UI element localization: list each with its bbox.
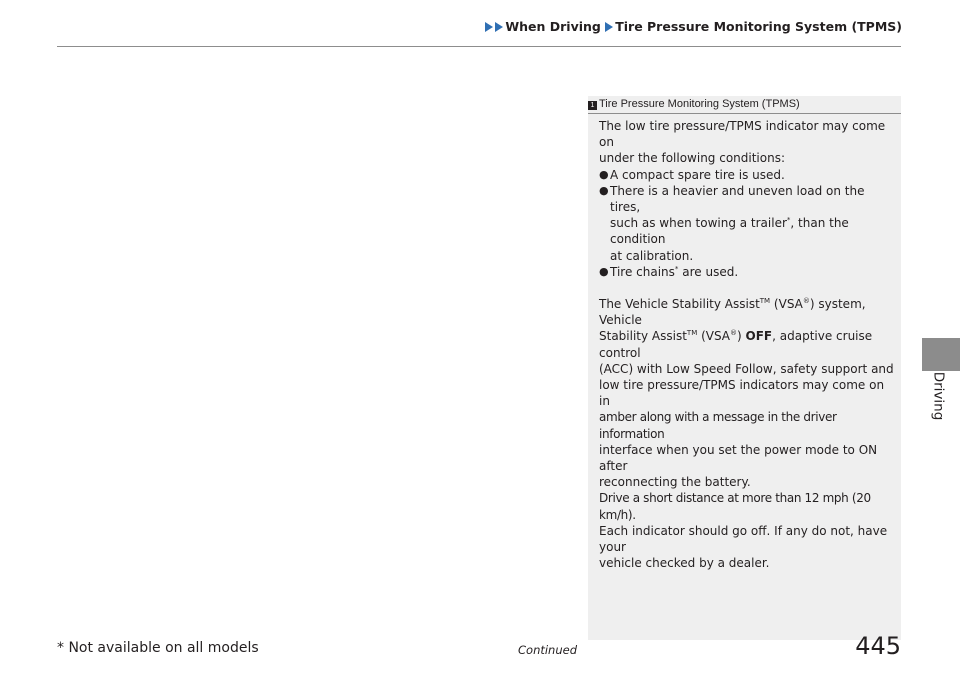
condition-text: such as when towing a trailer [610,216,787,231]
footnote-not-available: * Not available on all models [57,640,259,656]
vsa-line: reconnecting the battery. [599,475,751,490]
condition-text: There is a heavier and uneven load on the tires, [610,183,865,215]
vsa-text: Stability Assist [599,329,687,344]
vsa-line [599,296,895,328]
paragraph-gap [599,280,895,296]
side-note-title [588,96,901,114]
bullet-icon: ● [599,167,609,181]
vsa-text: (VSA [770,297,803,312]
breadcrumb-arrow-icon [605,22,613,32]
footnote-asterisk[interactable]: * [674,264,679,273]
vsa-line: Each indicator should go off. If any do not, have your [599,523,888,555]
breadcrumb [485,19,902,34]
trademark-mark: TM [686,329,698,338]
side-note [588,96,901,640]
vsa-line: (ACC) with Low Speed Follow, safety support and [599,361,894,376]
vsa-line: low tire pressure/TPMS indicators may come on in [599,378,885,409]
vsa-text: , adaptive cruise control [599,329,873,360]
breadcrumb-arrow-icon [495,22,503,32]
side-note-body [599,118,895,571]
condition-text: Tire chains [610,264,675,279]
vsa-off-label: OFF [745,329,773,344]
vsa-line: vehicle checked by a dealer. [599,556,770,571]
vsa-text: The Vehicle Stability Assist [599,297,760,312]
bullet-icon: ● [599,264,609,278]
breadcrumb-when-driving[interactable]: When Driving [505,19,601,34]
vsa-text: ) system, Vehicle [599,297,866,328]
header-divider [57,46,901,47]
vsa-line: amber along with a message in the driver information [599,410,837,441]
vsa-text: (VSA [697,329,731,344]
section-tab-label: Driving [930,371,946,421]
reference-marker-icon: 1 [588,101,597,110]
intro-line: under the following conditions: [599,151,786,166]
condition-text: at calibration. [610,248,694,263]
page-number: 445 [855,632,901,660]
vsa-text: ) [737,329,746,344]
vsa-line [599,328,895,360]
condition-item [599,264,895,280]
section-tab-label-wrap [918,366,958,426]
trademark-mark: TM [759,297,771,306]
condition-item [599,183,895,264]
breadcrumb-tpms[interactable]: Tire Pressure Monitoring System (TPMS) [615,19,902,34]
registered-mark: ® [802,297,810,306]
condition-text: are used. [678,264,739,279]
condition-item [599,167,895,183]
vsa-line: Drive a short distance at more than 12 mph (20 km/h). [599,491,871,522]
breadcrumb-arrow-icon [485,22,493,32]
condition-text: A compact spare tire is used. [610,167,785,182]
side-note-title-text: Tire Pressure Monitoring System (TPMS) [599,98,800,110]
condition-text: , than the condition [610,216,849,247]
bullet-icon: ● [599,183,609,197]
registered-mark: ® [730,329,738,338]
continued-label: Continued [518,643,578,657]
footnote-asterisk[interactable]: * [786,216,791,225]
vsa-line: interface when you set the power mode to ON after [599,442,878,474]
intro-line: The low tire pressure/TPMS indicator may come on [599,119,886,150]
